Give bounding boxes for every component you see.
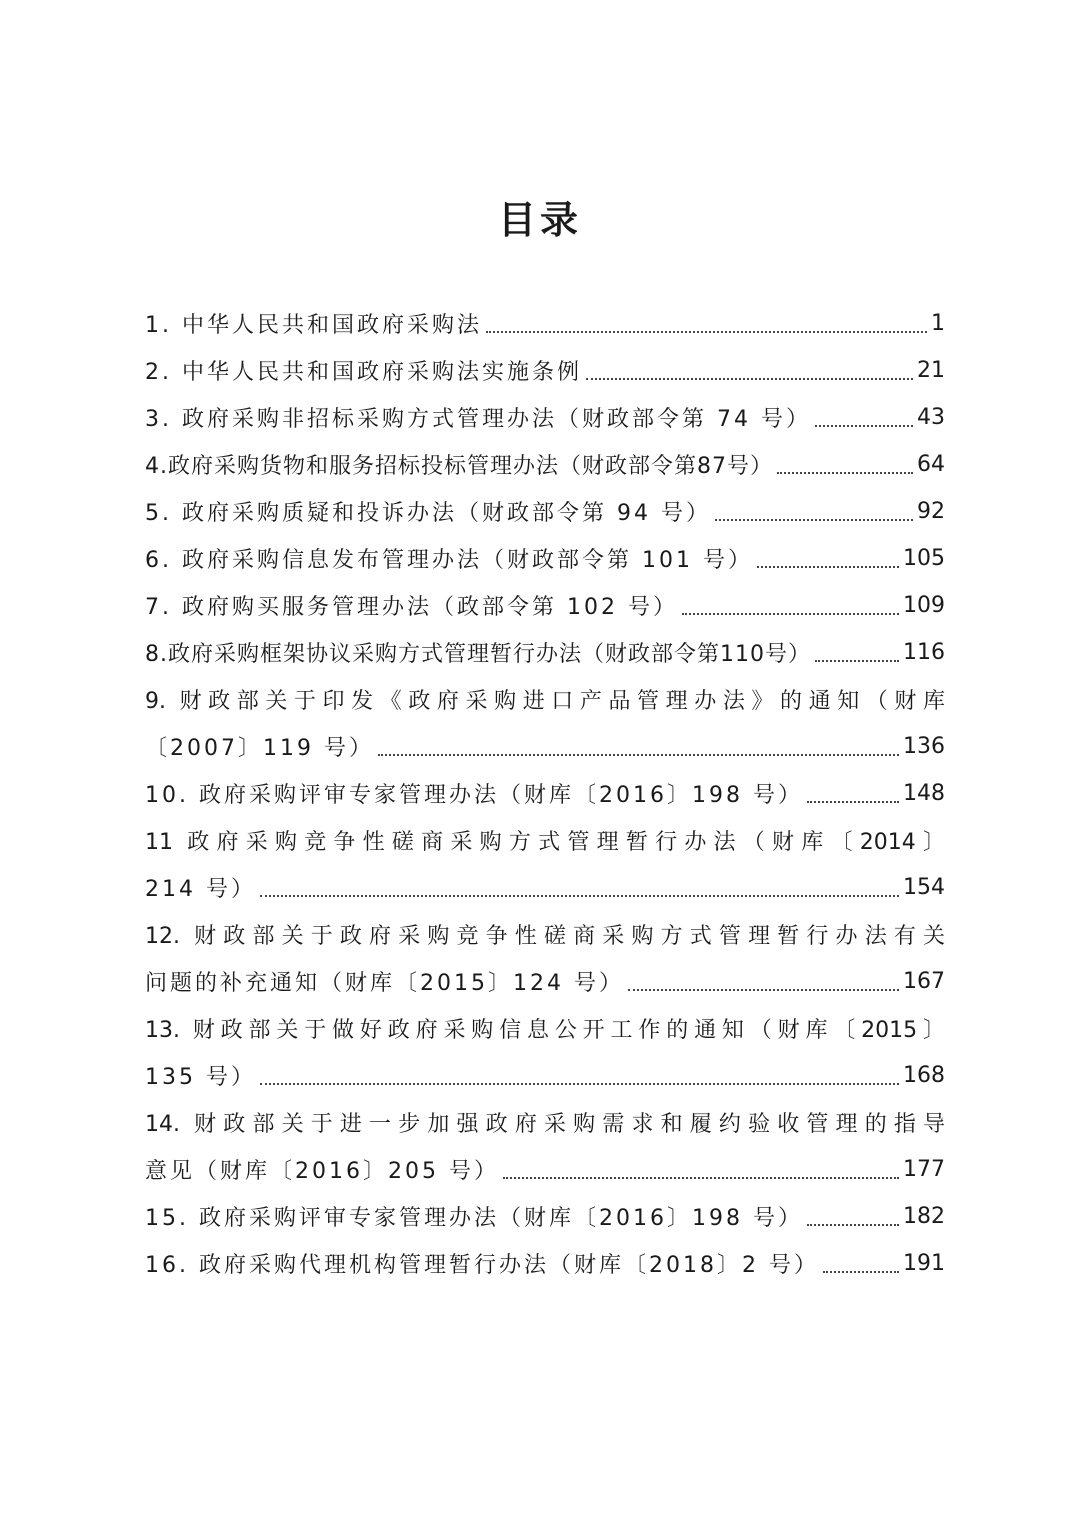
toc-entry-line: [145, 1005, 945, 1052]
toc-entry-line: [145, 629, 945, 676]
toc-page-number: 43: [917, 405, 945, 430]
toc-page-number: 1: [931, 311, 945, 336]
toc-entry-line: [145, 441, 945, 488]
toc-entry-line: [145, 723, 945, 770]
dot-leader: [378, 754, 899, 756]
toc-entry-title: 意见（财库〔2016〕205 号）: [145, 1159, 499, 1184]
dot-leader: [503, 1177, 899, 1179]
toc-entry-line: [145, 394, 945, 441]
toc-entry-line: [145, 488, 945, 535]
toc-entry-title: 15. 政府采购评审专家管理办法（财库〔2016〕198 号）: [145, 1206, 803, 1231]
dot-leader: [823, 1271, 899, 1273]
toc-page-number: 177: [903, 1157, 945, 1182]
toc-entry-line: [145, 300, 945, 347]
toc-entry-title: 〔2007〕119 号）: [145, 736, 374, 761]
toc-page-number: 92: [917, 499, 945, 524]
toc-page-number: 64: [917, 452, 945, 477]
toc-page-number: 21: [917, 358, 945, 383]
page-title: 目录: [497, 198, 582, 242]
toc-entry-title: 13. 财政部关于做好政府采购信息公开工作的通知（财库〔2015〕: [145, 1018, 945, 1043]
toc-page-number: 105: [903, 546, 945, 571]
toc-entry-line: [145, 676, 945, 723]
toc-entry-line: [145, 1052, 945, 1099]
toc-page-number: 182: [903, 1204, 945, 1229]
toc-entry-line: [145, 1193, 945, 1240]
toc-entry-line: [145, 347, 945, 394]
dot-leader: [757, 566, 899, 568]
toc-entry-title: 7. 政府购买服务管理办法（政部令第 102 号）: [145, 595, 678, 620]
toc-entry-title: 10. 政府采购评审专家管理办法（财库〔2016〕198 号）: [145, 783, 803, 808]
toc-entry-title: 12. 财政部关于政府采购竞争性磋商采购方式管理暂行办法有关: [145, 924, 945, 949]
dot-leader: [715, 519, 913, 521]
toc-entry-title: 5. 政府采购质疑和投诉办法（财政部令第 94 号）: [145, 501, 711, 526]
toc-entry-title: 1. 中华人民共和国政府采购法: [145, 313, 482, 338]
toc-page-number: 148: [903, 781, 945, 806]
toc-entry-title: 14. 财政部关于进一步加强政府采购需求和履约验收管理的指导: [145, 1112, 945, 1137]
toc-entry-title: 11 政府采购竞争性磋商采购方式管理暂行办法（财库〔2014〕: [145, 830, 945, 855]
toc-entry-title: 3. 政府采购非招标采购方式管理办法（财政部令第 74 号）: [145, 407, 811, 432]
toc-entry-line: [145, 817, 945, 864]
toc-entry-title: 2. 中华人民共和国政府采购法实施条例: [145, 360, 582, 385]
toc-entry-line: [145, 582, 945, 629]
toc-entry-line: [145, 958, 945, 1005]
toc-page-number: 167: [903, 969, 945, 994]
toc-entry-title: 135 号）: [145, 1065, 256, 1090]
dot-leader: [807, 801, 899, 803]
dot-leader: [815, 425, 913, 427]
toc-entry-line: [145, 1146, 945, 1193]
toc-entry-title: 214 号）: [145, 877, 256, 902]
dot-leader: [777, 472, 913, 474]
toc-entry-title: 4.政府采购货物和服务招标投标管理办法（财政部令第87号）: [145, 454, 773, 479]
toc-page-number: 168: [903, 1063, 945, 1088]
toc-entry-line: [145, 911, 945, 958]
toc-entry-line: [145, 770, 945, 817]
dot-leader: [628, 989, 899, 991]
dot-leader: [486, 331, 927, 333]
dot-leader: [815, 660, 899, 662]
toc-entry-line: [145, 864, 945, 911]
toc-entry-title: 16. 政府采购代理机构管理暂行办法（财库〔2018〕2 号）: [145, 1253, 819, 1278]
dot-leader: [586, 378, 913, 380]
toc-entry-line: [145, 1099, 945, 1146]
toc-page-number: 154: [903, 875, 945, 900]
dot-leader: [807, 1224, 899, 1226]
toc-page-number: 109: [903, 593, 945, 618]
toc-entry-title: 8.政府采购框架协议采购方式管理暂行办法（财政部令第110号）: [145, 642, 811, 667]
toc-entry-line: [145, 535, 945, 582]
toc-page-number: 191: [903, 1251, 945, 1276]
table-of-contents: [145, 300, 945, 1287]
dot-leader: [260, 895, 899, 897]
toc-entry-line: [145, 1240, 945, 1287]
toc-entry-title: 6. 政府采购信息发布管理办法（财政部令第 101 号）: [145, 548, 753, 573]
toc-entry-title: 问题的补充通知（财库〔2015〕124 号）: [145, 971, 624, 996]
dot-leader: [260, 1083, 899, 1085]
toc-entry-title: 9. 财政部关于印发《政府采购进口产品管理办法》的通知（财库: [145, 689, 945, 714]
dot-leader: [682, 613, 899, 615]
toc-page-number: 136: [903, 734, 945, 759]
toc-page-number: 116: [903, 640, 945, 665]
